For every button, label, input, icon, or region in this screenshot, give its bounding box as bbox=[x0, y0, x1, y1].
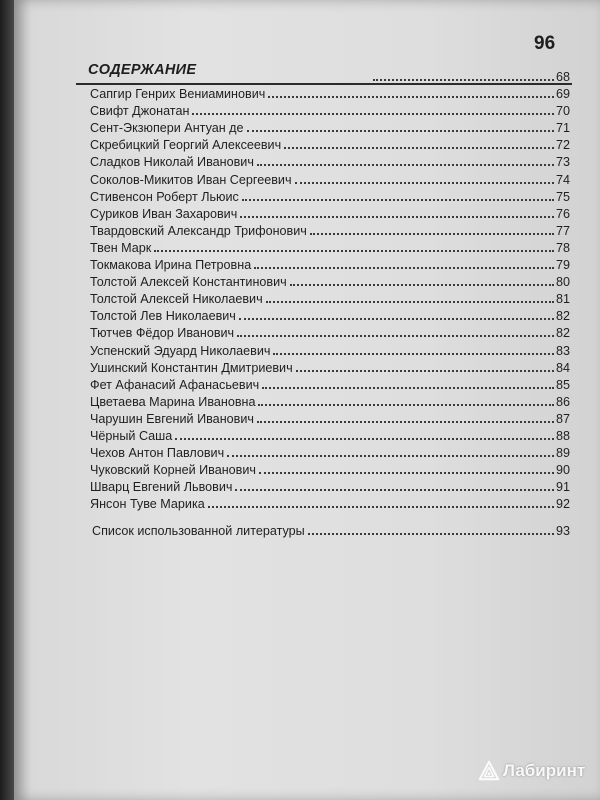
toc-entry bbox=[90, 446, 570, 463]
toc-entry bbox=[90, 412, 570, 429]
toc-leader-dots bbox=[242, 199, 554, 201]
toc-leader-dots bbox=[237, 335, 554, 337]
toc-leader-dots bbox=[154, 250, 554, 252]
toc-leader-dots bbox=[257, 421, 554, 423]
bleed-through-text bbox=[284, 560, 484, 750]
toc-leader-dots bbox=[259, 472, 554, 474]
toc-leader-dots bbox=[273, 353, 554, 355]
toc-entry bbox=[90, 395, 570, 412]
toc-entry-name: Стивенсон Роберт Льюис bbox=[90, 189, 239, 204]
page-title: СОДЕРЖАНИЕ bbox=[88, 62, 197, 78]
table-of-contents bbox=[90, 70, 570, 542]
toc-entry bbox=[90, 429, 570, 446]
toc-entry bbox=[90, 497, 570, 514]
watermark bbox=[478, 760, 585, 782]
toc-entry-page: 85 bbox=[555, 377, 570, 392]
toc-leader-dots bbox=[284, 147, 554, 149]
toc-entry-name: Чёрный Саша bbox=[90, 428, 173, 443]
toc-entry-page: 87 bbox=[555, 411, 570, 426]
toc-entry-page: 77 bbox=[555, 223, 570, 238]
toc-entry-name: Успенский Эдуард Николаевич bbox=[90, 343, 271, 358]
toc-entry-page: 89 bbox=[555, 446, 570, 461]
toc-entry bbox=[90, 275, 570, 292]
toc-entry-page: 68 bbox=[555, 70, 570, 84]
labyrinth-logo-icon bbox=[478, 760, 500, 782]
toc-entry-name: Толстой Лев Николаевич bbox=[90, 309, 236, 324]
toc-entry-page: 71 bbox=[555, 121, 570, 136]
toc-leader-dots bbox=[268, 96, 554, 98]
toc-entry-name: Суриков Иван Захарович bbox=[90, 206, 238, 221]
toc-entry bbox=[90, 138, 570, 155]
toc-entry-page: 92 bbox=[555, 497, 570, 512]
toc-entry-name: Токмакова Ирина Петровна bbox=[90, 258, 252, 273]
toc-entry-page: 72 bbox=[555, 138, 570, 153]
toc-entry-page: 91 bbox=[555, 480, 570, 495]
toc-entry-page: 90 bbox=[555, 463, 570, 478]
toc-leader-dots bbox=[254, 267, 554, 269]
toc-entry-name: Янсон Туве Марика bbox=[90, 497, 205, 512]
toc-entry-name: Тютчев Фёдор Иванович bbox=[90, 326, 235, 341]
toc-leader-dots bbox=[239, 318, 554, 320]
toc-entry-page: 74 bbox=[555, 172, 570, 187]
toc-entry-page: 93 bbox=[555, 524, 570, 539]
toc-entry-page: 86 bbox=[555, 394, 570, 409]
toc-leader-dots bbox=[295, 182, 554, 184]
toc-entry bbox=[90, 241, 570, 258]
toc-leader-dots bbox=[257, 164, 554, 166]
toc-leader-dots bbox=[208, 506, 554, 508]
toc-leader-dots bbox=[296, 370, 554, 372]
toc-entry bbox=[90, 87, 570, 104]
toc-leader-dots bbox=[227, 455, 554, 457]
toc-leader-dots bbox=[262, 387, 554, 389]
toc-entry bbox=[90, 121, 570, 138]
toc-entry-page: 75 bbox=[555, 189, 570, 204]
toc-entry-page: 88 bbox=[555, 428, 570, 443]
toc-leader-dots bbox=[290, 284, 554, 286]
toc-entry bbox=[90, 173, 570, 190]
watermark-text: Лабиринт bbox=[503, 761, 586, 780]
toc-entry-name: Сапгир Генрих Вениаминович bbox=[90, 87, 266, 102]
toc-entry-page: 84 bbox=[555, 360, 570, 375]
toc-leader-dots bbox=[240, 216, 554, 218]
toc-entry-name: Ушинский Константин Дмитриевич bbox=[90, 360, 293, 375]
toc-leader-dots bbox=[247, 130, 554, 132]
toc-entry-page: 70 bbox=[555, 104, 570, 119]
toc-leader-dots bbox=[235, 489, 554, 491]
toc-entry bbox=[90, 207, 570, 224]
toc-entry-name: Список использованной литературы bbox=[92, 524, 305, 539]
page-number: 96 bbox=[534, 33, 556, 54]
toc-entry-page: 79 bbox=[555, 258, 570, 273]
toc-entry-page: 80 bbox=[555, 275, 570, 290]
toc-entry-name: Чарушин Евгений Иванович bbox=[90, 411, 254, 426]
toc-entry bbox=[90, 309, 570, 326]
toc-entry-page: 82 bbox=[555, 309, 570, 324]
toc-entry-page: 81 bbox=[555, 292, 570, 307]
toc-entry-name: Толстой Алексей Николаевич bbox=[90, 292, 263, 307]
toc-entry bbox=[90, 258, 570, 275]
toc-entry-name: Толстой Алексей Константинович bbox=[90, 275, 287, 290]
toc-entry-page: 83 bbox=[555, 343, 570, 358]
toc-entry bbox=[90, 155, 570, 172]
toc-leader-dots bbox=[266, 301, 554, 303]
toc-leader-dots bbox=[310, 233, 554, 235]
toc-entry-name: Сент-Экзюпери Антуан де bbox=[90, 121, 244, 136]
book-spine-edge bbox=[0, 0, 14, 800]
toc-entry bbox=[90, 326, 570, 343]
toc-entry-name: Шварц Евгений Львович bbox=[90, 480, 233, 495]
toc-entry-name: Цветаева Марина Ивановна bbox=[90, 394, 256, 409]
toc-entry-name: Фет Афанасий Афанасьевич bbox=[90, 377, 260, 392]
toc-entry-name: Сладков Николай Иванович bbox=[90, 155, 254, 170]
toc-entry-page: 82 bbox=[555, 326, 570, 341]
toc-entry bbox=[90, 480, 570, 497]
toc-entry bbox=[90, 104, 570, 121]
toc-entry-page: 69 bbox=[555, 87, 570, 102]
toc-leader-dots bbox=[175, 438, 554, 440]
toc-entry bbox=[90, 70, 570, 87]
toc-entry bbox=[90, 224, 570, 241]
toc-entry bbox=[90, 292, 570, 309]
toc-entry bbox=[90, 344, 570, 361]
toc-entry-page: 78 bbox=[555, 240, 570, 255]
toc-leader-dots bbox=[308, 533, 554, 535]
toc-entry bbox=[90, 463, 570, 480]
toc-entry-name: Чуковский Корней Иванович bbox=[90, 463, 256, 478]
toc-leader-dots bbox=[258, 404, 554, 406]
toc-entry bbox=[90, 361, 570, 378]
toc-entry-name: Твардовский Александр Трифонович bbox=[90, 223, 307, 238]
toc-entry bbox=[90, 378, 570, 395]
toc-entry-name: Чехов Антон Павлович bbox=[90, 446, 225, 461]
toc-leader-dots bbox=[373, 79, 554, 81]
toc-entry-name: Соколов-Микитов Иван Сергеевич bbox=[90, 172, 292, 187]
toc-entry bbox=[90, 190, 570, 207]
toc-entry-name: Твен Марк bbox=[90, 240, 152, 255]
book-page bbox=[14, 0, 600, 800]
toc-entry-bibliography bbox=[90, 524, 570, 541]
toc-entry-name: Скребицкий Георгий Алексеевич bbox=[90, 138, 282, 153]
toc-entry-page: 76 bbox=[555, 206, 570, 221]
toc-leader-dots bbox=[192, 113, 554, 115]
toc-entry-name: Свифт Джонатан bbox=[90, 104, 190, 119]
toc-entry-page: 73 bbox=[555, 155, 570, 170]
